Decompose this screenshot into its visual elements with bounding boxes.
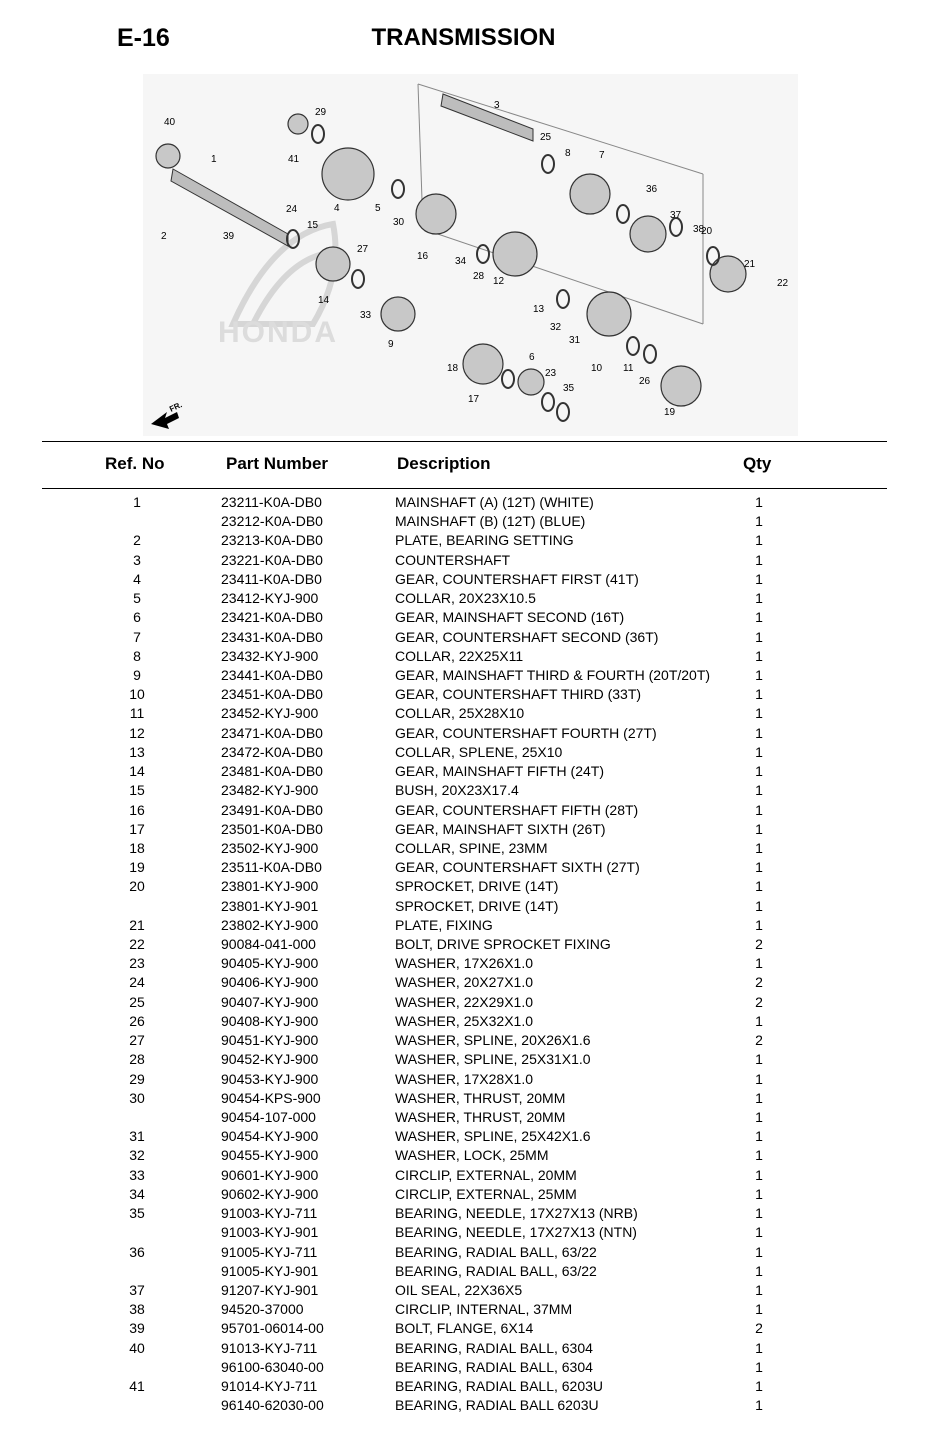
table-row bbox=[0, 1339, 937, 1358]
ref-no-cell: 11 bbox=[129, 705, 145, 722]
part-number-cell: 95701-06014-00 bbox=[221, 1320, 324, 1337]
qty-cell: 2 bbox=[755, 974, 763, 991]
part-number-cell: 23482-KYJ-900 bbox=[221, 782, 319, 799]
part-number-cell: 23213-K0A-DB0 bbox=[221, 532, 323, 549]
table-row bbox=[0, 1358, 937, 1377]
callout-label: 1 bbox=[211, 154, 217, 165]
ref-no-cell: 16 bbox=[129, 801, 145, 818]
callout-label: 10 bbox=[591, 363, 603, 374]
part-number-cell: 90405-KYJ-900 bbox=[221, 955, 319, 972]
description-cell: COLLAR, 25X28X10 bbox=[395, 705, 525, 722]
part-number-cell: 90454-KYJ-900 bbox=[221, 1128, 319, 1145]
qty-cell: 1 bbox=[755, 1205, 763, 1222]
table-row bbox=[0, 993, 937, 1012]
description-cell: GEAR, COUNTERSHAFT FIRST (41T) bbox=[395, 570, 639, 587]
table-row bbox=[0, 1300, 937, 1319]
ref-no-cell: 20 bbox=[129, 878, 145, 895]
ref-no-cell: 4 bbox=[133, 570, 141, 587]
part-number-cell: 23501-K0A-DB0 bbox=[221, 820, 323, 837]
qty-cell: 2 bbox=[755, 993, 763, 1010]
table-row bbox=[0, 1223, 937, 1242]
part-number-cell: 23212-K0A-DB0 bbox=[221, 513, 323, 530]
table-row bbox=[0, 1319, 937, 1338]
description-cell: COUNTERSHAFT bbox=[395, 551, 511, 568]
callout-label: 6 bbox=[529, 352, 535, 363]
part-number-cell: 23471-K0A-DB0 bbox=[221, 724, 323, 741]
description-cell: WASHER, SPLINE, 25X42X1.6 bbox=[395, 1128, 591, 1145]
table-row bbox=[0, 1377, 937, 1396]
description-cell: BEARING, RADIAL BALL, 63/22 bbox=[395, 1262, 597, 1279]
callout-label: 20 bbox=[701, 226, 713, 237]
ref-no-cell: 23 bbox=[129, 955, 145, 972]
part-number-cell: 23502-KYJ-900 bbox=[221, 839, 319, 856]
qty-cell: 1 bbox=[755, 1012, 763, 1029]
description-cell: GEAR, COUNTERSHAFT FIFTH (28T) bbox=[395, 801, 639, 818]
ref-no-cell: 21 bbox=[129, 916, 145, 933]
qty-cell: 1 bbox=[755, 570, 763, 587]
qty-cell: 1 bbox=[755, 859, 763, 876]
ref-no-cell: 24 bbox=[129, 974, 145, 991]
table-row bbox=[0, 916, 937, 935]
callout-label: 21 bbox=[744, 259, 756, 270]
ref-no-cell: 18 bbox=[129, 839, 145, 856]
table-row bbox=[0, 531, 937, 550]
part-number-cell: 96100-63040-00 bbox=[221, 1358, 324, 1375]
table-row bbox=[0, 1108, 937, 1127]
callout-label: 11 bbox=[623, 363, 634, 374]
table-top-rule bbox=[42, 441, 887, 442]
part-number-cell: 23481-K0A-DB0 bbox=[221, 763, 323, 780]
part-number-cell: 23441-K0A-DB0 bbox=[221, 666, 323, 683]
qty-cell: 1 bbox=[755, 897, 763, 914]
callout-label: 34 bbox=[455, 256, 467, 267]
part-number-cell: 23472-K0A-DB0 bbox=[221, 743, 323, 760]
callout-label: 4 bbox=[334, 203, 340, 214]
part-number-cell: 23451-K0A-DB0 bbox=[221, 686, 323, 703]
table-row bbox=[0, 493, 937, 512]
page-title: TRANSMISSION bbox=[371, 24, 556, 51]
callout-label: 7 bbox=[599, 150, 605, 161]
ref-no-cell: 40 bbox=[129, 1339, 145, 1356]
table-row bbox=[0, 801, 937, 820]
header-ref-no: Ref. No bbox=[105, 454, 165, 473]
qty-cell: 1 bbox=[755, 1051, 763, 1068]
part-number-cell: 90602-KYJ-900 bbox=[221, 1185, 319, 1202]
table-row bbox=[0, 1146, 937, 1165]
part-number-cell: 91005-KYJ-711 bbox=[221, 1243, 318, 1260]
qty-cell: 2 bbox=[755, 936, 763, 953]
part-number-cell: 94520-37000 bbox=[221, 1301, 304, 1318]
description-cell: COLLAR, 22X25X11 bbox=[395, 647, 524, 664]
table-row bbox=[0, 1089, 937, 1108]
description-cell: WASHER, 25X32X1.0 bbox=[395, 1012, 533, 1029]
description-cell: SPROCKET, DRIVE (14T) bbox=[395, 878, 559, 895]
table-row bbox=[0, 628, 937, 647]
ref-no-cell: 30 bbox=[129, 1089, 145, 1106]
part-number-cell: 90406-KYJ-900 bbox=[221, 974, 319, 991]
ref-no-cell: 33 bbox=[129, 1166, 145, 1183]
description-cell: COLLAR, SPLENE, 25X10 bbox=[395, 743, 563, 760]
callout-label: 17 bbox=[468, 394, 480, 405]
qty-cell: 1 bbox=[755, 1378, 763, 1395]
description-cell: BOLT, FLANGE, 6X14 bbox=[395, 1320, 534, 1337]
table-row bbox=[0, 1396, 937, 1415]
qty-cell: 1 bbox=[755, 839, 763, 856]
table-row bbox=[0, 1050, 937, 1069]
part-number-cell: 91005-KYJ-901 bbox=[221, 1262, 319, 1279]
ref-no-cell: 13 bbox=[129, 743, 145, 760]
table-row bbox=[0, 685, 937, 704]
part-number-cell: 90453-KYJ-900 bbox=[221, 1070, 319, 1087]
qty-cell: 1 bbox=[755, 1224, 763, 1241]
ref-no-cell: 27 bbox=[129, 1032, 145, 1049]
qty-cell: 1 bbox=[755, 916, 763, 933]
description-cell: OIL SEAL, 22X36X5 bbox=[395, 1281, 523, 1298]
table-row bbox=[0, 762, 937, 781]
description-cell: GEAR, COUNTERSHAFT THIRD (33T) bbox=[395, 686, 642, 703]
ref-no-cell: 35 bbox=[129, 1205, 145, 1222]
part-number-cell: 23432-KYJ-900 bbox=[221, 647, 319, 664]
description-cell: GEAR, COUNTERSHAFT SIXTH (27T) bbox=[395, 859, 640, 876]
description-cell: GEAR, MAINSHAFT FIFTH (24T) bbox=[395, 763, 604, 780]
ref-no-cell: 5 bbox=[133, 590, 141, 607]
description-cell: BOLT, DRIVE SPROCKET FIXING bbox=[395, 936, 611, 953]
ref-no-cell: 17 bbox=[129, 820, 145, 837]
description-cell: CIRCLIP, EXTERNAL, 25MM bbox=[395, 1185, 577, 1202]
part-number-cell: 23491-K0A-DB0 bbox=[221, 801, 323, 818]
description-cell: CIRCLIP, INTERNAL, 37MM bbox=[395, 1301, 573, 1318]
callout-label: 23 bbox=[545, 368, 557, 379]
qty-cell: 1 bbox=[755, 1166, 763, 1183]
callout-label: 28 bbox=[473, 271, 485, 282]
honda-logo-text: HONDA bbox=[218, 316, 338, 349]
qty-cell: 2 bbox=[755, 1032, 763, 1049]
callout-label: 12 bbox=[493, 276, 505, 287]
callout-label: 33 bbox=[360, 310, 372, 321]
callout-label: 9 bbox=[388, 339, 394, 350]
ref-no-cell: 19 bbox=[129, 859, 145, 876]
table-row bbox=[0, 877, 937, 896]
table-row bbox=[0, 1070, 937, 1089]
part-number-cell: 23211-K0A-DB0 bbox=[221, 494, 322, 510]
qty-cell: 1 bbox=[755, 1185, 763, 1202]
ref-no-cell: 31 bbox=[129, 1128, 145, 1145]
description-cell: GEAR, COUNTERSHAFT FOURTH (27T) bbox=[395, 724, 657, 741]
ref-no-cell: 1 bbox=[133, 494, 141, 510]
table-row bbox=[0, 570, 937, 589]
qty-cell: 1 bbox=[755, 820, 763, 837]
table-row bbox=[0, 666, 937, 685]
table-row bbox=[0, 608, 937, 627]
part-number-cell: 23421-K0A-DB0 bbox=[221, 609, 323, 626]
callout-label: 40 bbox=[164, 117, 176, 128]
callout-label: 8 bbox=[565, 148, 571, 159]
qty-cell: 1 bbox=[755, 1281, 763, 1298]
ref-no-cell: 14 bbox=[129, 763, 145, 780]
description-cell: BEARING, RADIAL BALL, 6304 bbox=[395, 1358, 593, 1375]
part-number-cell: 23431-K0A-DB0 bbox=[221, 628, 323, 645]
callout-label: 29 bbox=[315, 107, 327, 118]
ref-no-cell: 9 bbox=[133, 666, 141, 683]
part-number-cell: 90452-KYJ-900 bbox=[221, 1051, 319, 1068]
table-header-rule bbox=[42, 488, 887, 489]
callout-label: 16 bbox=[417, 251, 429, 262]
callout-label: 26 bbox=[639, 376, 651, 387]
description-cell: BEARING, RADIAL BALL, 63/22 bbox=[395, 1243, 597, 1260]
description-cell: GEAR, MAINSHAFT SIXTH (26T) bbox=[395, 820, 606, 837]
qty-cell: 1 bbox=[755, 647, 763, 664]
part-number-cell: 90407-KYJ-900 bbox=[221, 993, 319, 1010]
qty-cell: 1 bbox=[755, 955, 763, 972]
description-cell: CIRCLIP, EXTERNAL, 20MM bbox=[395, 1166, 577, 1183]
ref-no-cell: 38 bbox=[129, 1301, 145, 1318]
description-cell: WASHER, SPLINE, 25X31X1.0 bbox=[395, 1051, 591, 1068]
table-row bbox=[0, 858, 937, 877]
callout-label: 38 bbox=[693, 224, 705, 235]
callout-label: 2 bbox=[161, 231, 167, 242]
table-row bbox=[0, 1262, 937, 1281]
table-row bbox=[0, 1243, 937, 1262]
table-row bbox=[0, 1012, 937, 1031]
page-id: E-16 bbox=[117, 24, 170, 52]
qty-cell: 1 bbox=[755, 782, 763, 799]
table-row bbox=[0, 1166, 937, 1185]
part-number-cell: 23801-KYJ-900 bbox=[221, 878, 319, 895]
description-cell: SPROCKET, DRIVE (14T) bbox=[395, 897, 559, 914]
description-cell: PLATE, BEARING SETTING bbox=[395, 532, 574, 549]
part-number-cell: 23412-KYJ-900 bbox=[221, 590, 319, 607]
part-number-cell: 91013-KYJ-711 bbox=[221, 1339, 318, 1356]
table-row bbox=[0, 1127, 937, 1146]
ref-no-cell: 12 bbox=[129, 724, 145, 741]
qty-cell: 1 bbox=[755, 513, 763, 530]
qty-cell: 1 bbox=[755, 763, 763, 780]
table-row bbox=[0, 781, 937, 800]
ref-no-cell: 10 bbox=[129, 686, 145, 703]
ref-no-cell: 2 bbox=[133, 532, 141, 549]
qty-cell: 1 bbox=[755, 1358, 763, 1375]
qty-cell: 1 bbox=[755, 1109, 763, 1125]
part-number-cell: 23221-K0A-DB0 bbox=[221, 551, 323, 568]
ref-no-cell: 32 bbox=[129, 1147, 145, 1164]
ref-no-cell: 36 bbox=[129, 1243, 145, 1260]
qty-cell: 2 bbox=[755, 1320, 763, 1337]
header-qty: Qty bbox=[743, 454, 772, 473]
table-row bbox=[0, 973, 937, 992]
part-number-cell: 90454-107-000 bbox=[221, 1109, 316, 1125]
callout-label: 27 bbox=[357, 244, 369, 255]
part-number-cell: 23801-KYJ-901 bbox=[221, 897, 319, 914]
qty-cell: 1 bbox=[755, 801, 763, 818]
callout-label: 32 bbox=[550, 322, 562, 333]
qty-cell: 1 bbox=[755, 1339, 763, 1356]
description-cell: COLLAR, 20X23X10.5 bbox=[395, 590, 536, 607]
part-number-cell: 23452-KYJ-900 bbox=[221, 705, 319, 722]
part-number-cell: 90451-KYJ-900 bbox=[221, 1032, 319, 1049]
table-row bbox=[0, 1031, 937, 1050]
description-cell: BUSH, 20X23X17.4 bbox=[395, 782, 519, 799]
callout-label: 30 bbox=[393, 217, 405, 228]
description-cell: BEARING, RADIAL BALL, 6304 bbox=[395, 1339, 593, 1356]
qty-cell: 1 bbox=[755, 686, 763, 703]
table-row bbox=[0, 724, 937, 743]
part-number-cell: 90084-041-000 bbox=[221, 936, 316, 953]
qty-cell: 1 bbox=[755, 551, 763, 568]
callout-label: 25 bbox=[540, 132, 552, 143]
description-cell: WASHER, 20X27X1.0 bbox=[395, 974, 533, 991]
table-row bbox=[0, 935, 937, 954]
callout-label: 41 bbox=[288, 154, 300, 165]
callout-label: 35 bbox=[563, 383, 575, 394]
callout-label: 24 bbox=[286, 204, 298, 215]
header-description: Description bbox=[397, 454, 491, 473]
callout-label: 3 bbox=[494, 100, 500, 111]
qty-cell: 1 bbox=[755, 1397, 763, 1414]
callout-label: 22 bbox=[777, 278, 789, 289]
callout-label: 14 bbox=[318, 295, 330, 306]
qty-cell: 1 bbox=[755, 743, 763, 760]
qty-cell: 1 bbox=[755, 666, 763, 683]
ref-no-cell: 28 bbox=[129, 1051, 145, 1068]
description-cell: WASHER, THRUST, 20MM bbox=[395, 1089, 566, 1106]
qty-cell: 1 bbox=[755, 705, 763, 722]
qty-cell: 1 bbox=[755, 532, 763, 549]
qty-cell: 1 bbox=[755, 1262, 763, 1279]
table-row bbox=[0, 743, 937, 762]
callout-label: 31 bbox=[569, 335, 581, 346]
qty-cell: 1 bbox=[755, 590, 763, 607]
callout-label: 36 bbox=[646, 184, 658, 195]
description-cell: MAINSHAFT (B) (12T) (BLUE) bbox=[395, 513, 586, 530]
part-number-cell: 90408-KYJ-900 bbox=[221, 1012, 319, 1029]
table-row bbox=[0, 589, 937, 608]
ref-no-cell: 34 bbox=[129, 1185, 145, 1202]
qty-cell: 1 bbox=[755, 609, 763, 626]
ref-no-cell: 7 bbox=[133, 628, 141, 645]
description-cell: GEAR, MAINSHAFT THIRD & FOURTH (20T/20T) bbox=[395, 666, 711, 683]
part-number-cell: 90455-KYJ-900 bbox=[221, 1147, 319, 1164]
description-cell: BEARING, NEEDLE, 17X27X13 (NRB) bbox=[395, 1205, 638, 1222]
qty-cell: 1 bbox=[755, 1089, 763, 1106]
qty-cell: 1 bbox=[755, 724, 763, 741]
part-number-cell: 91003-KYJ-711 bbox=[221, 1205, 318, 1222]
description-cell: COLLAR, SPINE, 23MM bbox=[395, 839, 548, 856]
ref-no-cell: 39 bbox=[129, 1320, 145, 1337]
qty-cell: 1 bbox=[755, 1147, 763, 1164]
description-cell: WASHER, THRUST, 20MM bbox=[395, 1109, 566, 1125]
part-number-cell: 96140-62030-00 bbox=[221, 1397, 324, 1414]
callout-label: 5 bbox=[375, 203, 381, 214]
table-row bbox=[0, 647, 937, 666]
qty-cell: 1 bbox=[755, 628, 763, 645]
ref-no-cell: 25 bbox=[129, 993, 145, 1010]
ref-no-cell: 8 bbox=[133, 647, 141, 664]
description-cell: BEARING, RADIAL BALL, 6203U bbox=[395, 1378, 604, 1395]
description-cell: WASHER, 17X26X1.0 bbox=[395, 955, 533, 972]
ref-no-cell: 26 bbox=[129, 1012, 145, 1029]
table-row bbox=[0, 954, 937, 973]
table-row bbox=[0, 704, 937, 723]
description-cell: WASHER, 17X28X1.0 bbox=[395, 1070, 533, 1087]
part-number-cell: 90454-KPS-900 bbox=[221, 1089, 321, 1106]
table-row bbox=[0, 897, 937, 916]
description-cell: WASHER, SPLINE, 20X26X1.6 bbox=[395, 1032, 591, 1049]
ref-no-cell: 3 bbox=[133, 551, 141, 568]
description-cell: WASHER, LOCK, 25MM bbox=[395, 1147, 549, 1164]
exploded-parts-diagram bbox=[143, 74, 798, 436]
table-row bbox=[0, 820, 937, 839]
header-part-number: Part Number bbox=[226, 454, 329, 473]
fr-label: FR. bbox=[168, 400, 184, 414]
ref-no-cell: 29 bbox=[129, 1070, 145, 1087]
callout-label: 15 bbox=[307, 220, 319, 231]
description-cell: WASHER, 22X29X1.0 bbox=[395, 993, 533, 1010]
qty-cell: 1 bbox=[755, 1128, 763, 1145]
table-row bbox=[0, 1185, 937, 1204]
ref-no-cell: 37 bbox=[129, 1281, 145, 1298]
ref-no-cell: 15 bbox=[129, 782, 145, 799]
callout-label: 39 bbox=[223, 231, 235, 242]
description-cell: BEARING, NEEDLE, 17X27X13 (NTN) bbox=[395, 1224, 637, 1241]
table-row bbox=[0, 551, 937, 570]
table-row bbox=[0, 512, 937, 531]
callout-label: 13 bbox=[533, 304, 545, 315]
description-cell: GEAR, COUNTERSHAFT SECOND (36T) bbox=[395, 628, 659, 645]
description-cell: MAINSHAFT (A) (12T) (WHITE) bbox=[395, 494, 594, 510]
qty-cell: 1 bbox=[755, 1301, 763, 1318]
ref-no-cell: 22 bbox=[129, 936, 145, 953]
part-number-cell: 91003-KYJ-901 bbox=[221, 1224, 319, 1241]
description-cell: GEAR, MAINSHAFT SECOND (16T) bbox=[395, 609, 625, 626]
callout-label: 19 bbox=[664, 407, 676, 418]
part-number-cell: 23411-K0A-DB0 bbox=[221, 570, 322, 587]
description-cell: PLATE, FIXING bbox=[395, 916, 493, 933]
qty-cell: 1 bbox=[755, 1070, 763, 1087]
part-number-cell: 90601-KYJ-900 bbox=[221, 1166, 319, 1183]
parts-table-body bbox=[0, 493, 937, 1416]
table-row bbox=[0, 1281, 937, 1300]
ref-no-cell: 41 bbox=[129, 1378, 145, 1395]
ref-no-cell: 6 bbox=[133, 609, 141, 626]
part-number-cell: 91014-KYJ-711 bbox=[221, 1378, 318, 1395]
table-row bbox=[0, 839, 937, 858]
callout-label: 18 bbox=[447, 363, 459, 374]
qty-cell: 1 bbox=[755, 494, 763, 510]
part-number-cell: 23511-K0A-DB0 bbox=[221, 859, 322, 876]
table-row bbox=[0, 1204, 937, 1223]
description-cell: BEARING, RADIAL BALL 6203U bbox=[395, 1397, 599, 1414]
qty-cell: 1 bbox=[755, 878, 763, 895]
part-number-cell: 91207-KYJ-901 bbox=[221, 1281, 319, 1298]
qty-cell: 1 bbox=[755, 1243, 763, 1260]
callout-label: 37 bbox=[670, 210, 682, 221]
part-number-cell: 23802-KYJ-900 bbox=[221, 916, 319, 933]
